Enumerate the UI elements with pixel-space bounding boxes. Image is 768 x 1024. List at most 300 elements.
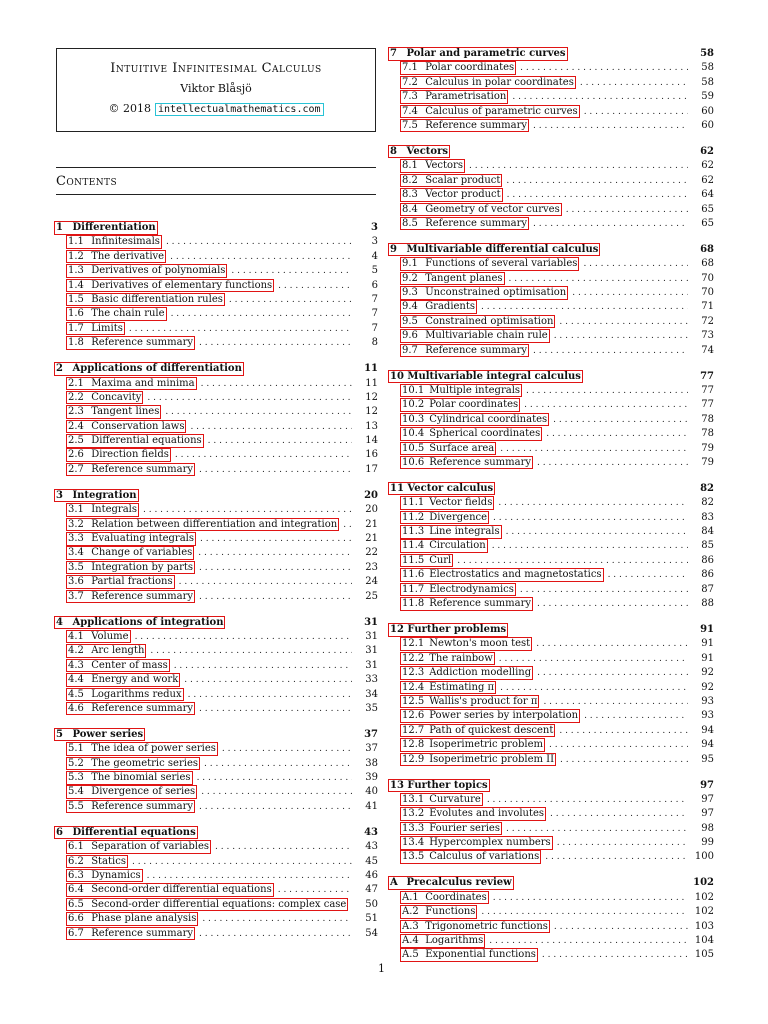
toc-section-link[interactable] [66, 420, 186, 434]
toc-section-link[interactable] [400, 105, 580, 119]
toc-section-link[interactable] [66, 518, 339, 532]
toc-section-link[interactable] [400, 511, 489, 525]
toc-section-link[interactable] [400, 920, 550, 934]
section-page: 68 [701, 258, 714, 270]
toc-section-link[interactable] [400, 456, 533, 470]
section-title: Partial fractions [91, 576, 173, 588]
chapter-title: Further problems [407, 624, 507, 636]
toc-chapter-10 [388, 370, 714, 471]
section-title: Reference summary [91, 590, 194, 602]
section-title: Second-order differential equations: complex case [91, 898, 347, 910]
toc-section-link[interactable] [66, 546, 194, 560]
toc-section-link[interactable] [400, 709, 580, 723]
toc-chapter-link[interactable] [54, 221, 158, 235]
section-number: 4.5 [68, 688, 84, 700]
section-title: Constrained optimisation [425, 315, 554, 327]
section-number: 2.7 [68, 463, 84, 475]
dot-leader [545, 850, 688, 864]
toc-section-link[interactable] [400, 272, 505, 286]
section-title: Divergence of series [91, 786, 196, 798]
section-number: 4.3 [68, 659, 84, 671]
dot-leader [537, 597, 688, 611]
section-page: 45 [365, 855, 378, 867]
section-number: 6.7 [68, 927, 84, 939]
toc-chapter-link[interactable] [388, 482, 495, 496]
dot-leader [231, 264, 352, 278]
toc-section-row [388, 413, 714, 427]
toc-section-link[interactable] [66, 250, 166, 264]
dot-leader [536, 637, 688, 651]
toc-section-link[interactable] [66, 644, 146, 658]
toc-section-row [54, 630, 378, 644]
dot-leader [469, 159, 688, 173]
toc-section-link[interactable] [66, 575, 175, 589]
section-title: Separation of variables [91, 841, 210, 853]
toc-chapter-row [54, 489, 378, 503]
section-page: 86 [701, 554, 714, 566]
toc-section-link[interactable] [66, 742, 218, 756]
toc-section-link[interactable] [400, 61, 516, 75]
section-number: A.3 [402, 920, 419, 932]
toc-section-row [54, 869, 378, 883]
toc-section-row [388, 188, 714, 202]
dot-leader [537, 666, 688, 680]
toc-section-link[interactable] [400, 891, 489, 905]
section-number: 8.4 [402, 203, 418, 215]
section-title: Exponential functions [425, 949, 536, 961]
section-number: 10.6 [402, 456, 425, 468]
toc-section-link[interactable] [400, 539, 488, 553]
section-title: Integrals [91, 504, 137, 516]
dot-leader [542, 948, 688, 962]
toc-section-row [54, 800, 378, 814]
chapter-page: 97 [700, 779, 714, 791]
dot-leader [278, 883, 352, 897]
section-page: 51 [365, 913, 378, 925]
section-number: 3.6 [68, 576, 84, 588]
toc-section-link[interactable] [66, 869, 143, 883]
section-page: 91 [701, 652, 714, 664]
chapter-number: A [390, 877, 398, 889]
toc-section-link[interactable] [400, 344, 529, 358]
section-number: 1.1 [68, 236, 84, 248]
toc-section-row [388, 637, 714, 651]
toc-section-row [54, 405, 378, 419]
toc-section-link[interactable] [400, 315, 555, 329]
toc-section-row [388, 738, 714, 752]
toc-section-link[interactable] [400, 90, 508, 104]
toc-section-link[interactable] [66, 927, 195, 941]
section-page: 21 [365, 533, 378, 544]
toc-section-row [388, 496, 714, 510]
toc-chapter-row [54, 362, 378, 376]
dot-leader [199, 336, 352, 350]
section-number: 3.5 [68, 561, 84, 573]
toc-section-row [54, 377, 378, 391]
toc-section-link[interactable] [66, 702, 195, 716]
toc-section-link[interactable] [400, 119, 529, 133]
toc-section-row [388, 217, 714, 231]
section-number: 2.2 [68, 391, 84, 403]
section-page: 21 [365, 518, 378, 530]
toc-section-row [54, 590, 378, 604]
chapter-number: 13 [390, 779, 404, 791]
toc-section-link[interactable] [400, 427, 542, 441]
toc-section-link[interactable] [400, 257, 579, 271]
dot-leader [560, 753, 688, 767]
section-title: Multiple integrals [429, 384, 521, 396]
section-title: Wallis's product for π [429, 695, 538, 707]
section-number: 10.1 [402, 384, 425, 396]
dot-leader [492, 539, 688, 553]
toc-section-link[interactable] [400, 286, 568, 300]
toc-chapter-link[interactable] [388, 47, 568, 61]
toc-section-link[interactable] [66, 771, 193, 785]
toc-section-link[interactable] [400, 793, 483, 807]
section-page: 99 [701, 837, 714, 849]
toc-chapter-link[interactable] [54, 826, 198, 840]
toc-section-link[interactable] [400, 738, 545, 752]
toc-section-row [54, 463, 378, 477]
toc-section-row [54, 673, 378, 687]
toc-section-link[interactable] [66, 883, 274, 897]
section-number: 11.5 [402, 554, 425, 566]
toc-chapter-link[interactable] [388, 876, 514, 890]
dot-leader [175, 448, 352, 462]
toc-section-link[interactable] [66, 590, 195, 604]
toc-section-link[interactable] [400, 413, 549, 427]
dot-leader [198, 546, 352, 560]
section-number: 12.7 [402, 724, 425, 736]
toc-section-row [54, 785, 378, 799]
toc-section-link[interactable] [66, 503, 139, 517]
toc-chapter-5 [54, 728, 378, 814]
toc-section-link[interactable] [400, 496, 494, 510]
toc-section-row [388, 948, 714, 962]
chapter-title: Differentiation [72, 222, 156, 233]
section-page: 79 [701, 456, 714, 468]
chapter-page: 62 [700, 145, 714, 157]
toc-section-link[interactable] [400, 329, 550, 343]
toc-section-row [54, 250, 378, 264]
toc-chapter-link[interactable] [54, 728, 145, 742]
toc-section-link[interactable] [400, 583, 516, 597]
section-title: Reference summary [425, 119, 528, 131]
section-number: 9.4 [402, 301, 418, 313]
section-number: 6.6 [68, 913, 84, 925]
section-page: 78 [701, 428, 714, 440]
dot-leader [524, 398, 688, 412]
section-number: 6.4 [68, 884, 84, 896]
toc-section-row [388, 329, 714, 343]
section-title: Center of mass [91, 659, 168, 671]
section-title: Calculus in polar coordinates [425, 76, 574, 88]
toc-section-link[interactable] [66, 630, 131, 644]
contents-rule-top [56, 167, 376, 168]
toc-section-row [54, 757, 378, 771]
toc-section-link[interactable] [66, 264, 227, 278]
toc-section-link[interactable] [66, 463, 195, 477]
toc-section-row [54, 434, 378, 448]
section-title: Infinitesimals [91, 236, 160, 248]
toc-section-link[interactable] [400, 905, 477, 919]
toc-chapter-link[interactable] [388, 779, 490, 793]
section-page: 13 [365, 420, 378, 432]
section-title: Scalar product [425, 174, 501, 186]
toc-section-link[interactable] [66, 448, 171, 462]
toc-section-link[interactable] [66, 855, 128, 869]
dot-leader [553, 413, 688, 427]
section-title: Estimating π [429, 681, 495, 693]
section-number: A.2 [402, 906, 419, 918]
chapter-number: 6 [56, 826, 63, 838]
toc-chapter-row [54, 728, 378, 742]
dot-leader [222, 742, 352, 756]
dot-leader [184, 673, 352, 687]
section-page: 62 [701, 174, 714, 186]
toc-chapter-row [388, 370, 714, 384]
section-number: 2.6 [68, 449, 84, 461]
chapter-title: Power series [72, 728, 144, 740]
section-number: 12.5 [402, 695, 425, 707]
dot-leader [199, 463, 352, 477]
section-title: Reference summary [91, 927, 194, 939]
section-page: 84 [701, 526, 714, 538]
section-page: 74 [701, 344, 714, 356]
section-number: 3.3 [68, 533, 84, 544]
toc-section-row [388, 681, 714, 695]
toc-section-link[interactable] [400, 695, 539, 709]
section-page: 60 [701, 119, 714, 131]
toc-section-link[interactable] [400, 384, 522, 398]
dot-leader [200, 532, 352, 546]
dot-leader [170, 250, 352, 264]
toc-section-link[interactable] [66, 659, 170, 673]
toc-section-link[interactable] [400, 637, 532, 651]
toc-section-row [54, 546, 378, 560]
section-title: Divergence [429, 511, 488, 523]
section-number: 2.4 [68, 420, 84, 432]
section-number: 3.4 [68, 547, 84, 559]
toc-chapter-row [388, 145, 714, 159]
toc-section-link[interactable] [400, 442, 496, 456]
section-title: Logarithms redux [91, 688, 182, 700]
section-number: 5.1 [68, 743, 84, 755]
toc-chapter-link[interactable] [388, 370, 583, 384]
toc-section-link[interactable] [400, 203, 562, 217]
dot-leader [526, 384, 688, 398]
toc-section-link[interactable] [400, 753, 556, 767]
toc-section-row [388, 652, 714, 666]
toc-section-link[interactable] [400, 217, 529, 231]
chapter-number: 5 [56, 728, 63, 740]
toc-section-row [54, 561, 378, 575]
dot-leader [147, 391, 352, 405]
section-title: Reference summary [91, 702, 194, 714]
section-title: Arc length [91, 645, 145, 657]
dot-leader [343, 518, 352, 532]
toc-chapter-link[interactable] [388, 243, 600, 257]
toc-section-row [388, 539, 714, 553]
section-page: 83 [701, 511, 714, 523]
section-page: 20 [365, 504, 378, 516]
toc-section-row [388, 90, 714, 104]
section-title: Calculus of variations [429, 851, 540, 863]
toc-section-link[interactable] [66, 434, 204, 448]
section-title: Logarithms [425, 935, 484, 947]
toc-section-link[interactable] [66, 898, 348, 912]
toc-section-link[interactable] [400, 681, 496, 695]
toc-section-link[interactable] [66, 307, 167, 321]
section-page: 65 [701, 203, 714, 215]
toc-chapter-link[interactable] [54, 362, 244, 376]
toc-section-link[interactable] [400, 554, 453, 568]
toc-chapter-link[interactable] [388, 145, 450, 159]
section-page: 24 [365, 576, 378, 588]
dot-leader [546, 427, 688, 441]
dot-leader [199, 927, 352, 941]
toc-section-link[interactable] [66, 336, 195, 350]
toc-section-link[interactable] [400, 188, 503, 202]
toc-section-row [388, 836, 714, 850]
toc-section-link[interactable] [400, 934, 485, 948]
toc-chapter-4 [54, 616, 378, 717]
toc-section-link[interactable] [66, 405, 161, 419]
toc-chapter-3 [54, 489, 378, 604]
toc-section-row [388, 891, 714, 905]
dot-leader [509, 272, 689, 286]
chapter-title: Polar and parametric curves [406, 48, 566, 59]
section-page: 86 [701, 569, 714, 581]
toc-section-row [54, 307, 378, 321]
toc-section-row [388, 554, 714, 568]
section-page: 104 [694, 935, 714, 947]
toc-section-link[interactable] [400, 850, 541, 864]
toc-chapter-2 [54, 362, 378, 477]
toc-section-row [388, 384, 714, 398]
section-title: The rainbow [429, 652, 493, 664]
section-title: Functions of several variables [425, 258, 578, 270]
section-number: 8.2 [402, 174, 418, 186]
toc-section-link[interactable] [66, 279, 274, 293]
section-number: 12.9 [402, 753, 425, 765]
website-link[interactable]: intellectualmathematics.com [155, 103, 324, 116]
section-number: 6.1 [68, 841, 84, 853]
toc-section-link[interactable] [66, 840, 211, 854]
toc-section-link[interactable] [400, 822, 502, 836]
toc-section-link[interactable] [66, 688, 184, 702]
toc-section-link[interactable] [66, 785, 197, 799]
section-title: Limits [91, 322, 123, 334]
section-number: 6.2 [68, 855, 84, 867]
section-page: 58 [701, 76, 714, 88]
section-number: 7.4 [402, 105, 418, 117]
toc-section-link[interactable] [400, 724, 555, 738]
toc-section-link[interactable] [400, 836, 553, 850]
section-page: 31 [365, 659, 378, 671]
section-number: 8.3 [402, 189, 418, 201]
dot-leader [583, 257, 688, 271]
toc-section-link[interactable] [400, 807, 546, 821]
toc-section-link[interactable] [400, 398, 520, 412]
toc-section-row [388, 934, 714, 948]
toc-section-link[interactable] [400, 666, 533, 680]
section-title: Dynamics [91, 869, 141, 881]
section-number: 5.4 [68, 786, 84, 798]
toc-section-link[interactable] [66, 322, 125, 336]
chapter-title: Applications of differentiation [72, 363, 242, 375]
toc-chapter-link[interactable] [54, 616, 225, 630]
toc-section-link[interactable] [400, 568, 604, 582]
chapter-page: 11 [364, 363, 378, 375]
toc-section-link[interactable] [400, 948, 538, 962]
toc-chapter-link[interactable] [54, 489, 139, 503]
toc-section-link[interactable] [400, 174, 502, 188]
section-title: Reference summary [425, 217, 528, 229]
toc-left-column [54, 221, 378, 953]
section-page: 35 [365, 702, 378, 714]
toc-chapter-link[interactable] [388, 623, 508, 637]
toc-section-link[interactable] [66, 377, 197, 391]
dot-leader [179, 575, 352, 589]
section-page: 92 [701, 681, 714, 693]
section-number: 13.5 [402, 851, 425, 863]
toc-section-row [388, 203, 714, 217]
section-page: 31 [365, 630, 378, 642]
chapter-page: 77 [700, 370, 714, 382]
section-title: Newton's moon test [429, 638, 531, 650]
toc-section-link[interactable] [400, 652, 495, 666]
toc-chapter-row [54, 616, 378, 630]
toc-section-link[interactable] [66, 235, 162, 249]
chapter-page: 102 [693, 877, 714, 889]
section-number: 1.8 [68, 337, 84, 349]
toc-section-row [54, 264, 378, 278]
toc-section-link[interactable] [400, 159, 465, 173]
dot-leader [507, 188, 688, 202]
toc-section-link[interactable] [66, 800, 195, 814]
section-title: Relation between differentiation and integration [91, 518, 338, 530]
section-title: Derivatives of polynomials [91, 265, 226, 277]
section-number: A.5 [402, 949, 419, 961]
section-page: 94 [701, 739, 714, 751]
dot-leader [520, 583, 688, 597]
section-number: 3.1 [68, 504, 84, 516]
section-number: 4.1 [68, 630, 84, 642]
section-title: Path of quickest descent [429, 724, 554, 736]
toc-section-link[interactable] [66, 532, 196, 546]
chapter-number: 11 [390, 482, 404, 494]
toc-section-row [388, 905, 714, 919]
dot-leader [201, 377, 352, 391]
toc-section-link[interactable] [400, 597, 533, 611]
section-page: 41 [365, 800, 378, 812]
section-title: Reference summary [425, 344, 528, 356]
toc-section-link[interactable] [66, 673, 180, 687]
dot-leader [566, 203, 688, 217]
toc-section-link[interactable] [66, 912, 198, 926]
section-title: Line integrals [429, 526, 500, 538]
toc-section-row [388, 427, 714, 441]
toc-section-link[interactable] [66, 757, 200, 771]
toc-section-link[interactable] [400, 525, 502, 539]
toc-section-link[interactable] [400, 76, 576, 90]
dot-leader [500, 442, 688, 456]
toc-section-link[interactable] [400, 300, 477, 314]
toc-section-link[interactable] [66, 391, 143, 405]
toc-section-link[interactable] [66, 561, 195, 575]
toc-section-link[interactable] [66, 293, 225, 307]
